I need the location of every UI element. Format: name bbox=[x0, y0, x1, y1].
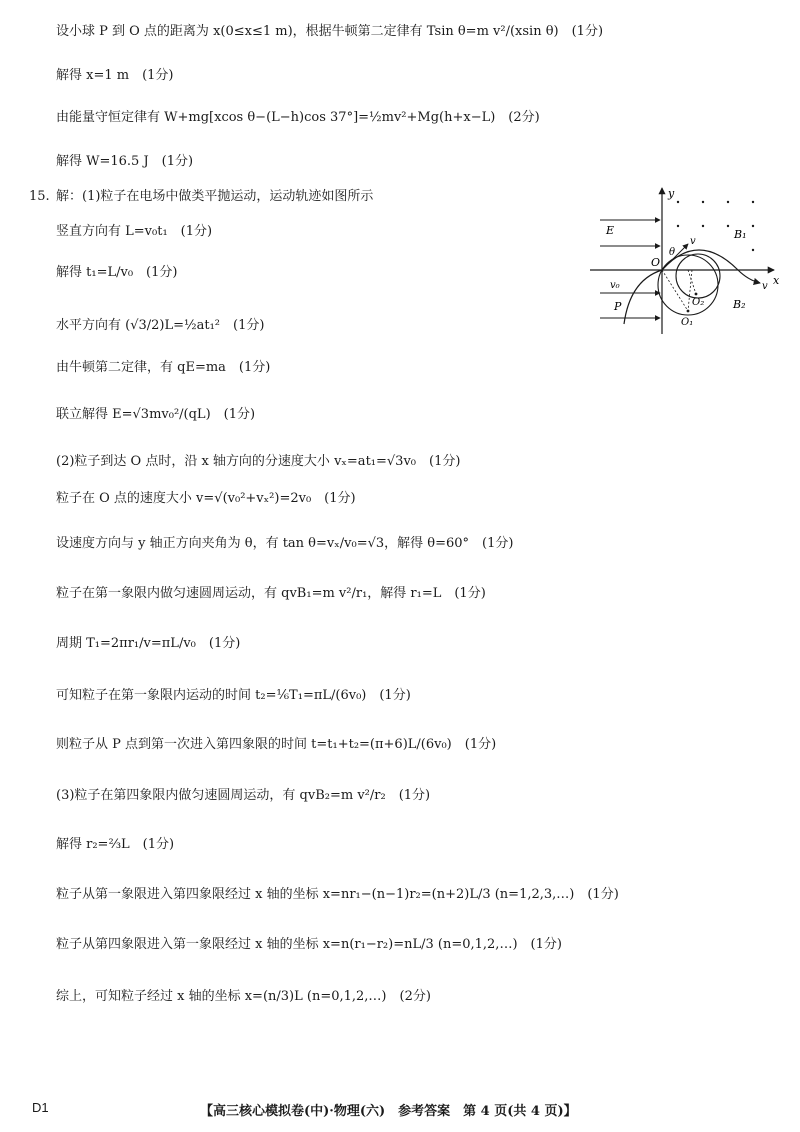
intro-line-4: 解得 W=16.5 J (1分) bbox=[56, 154, 194, 169]
solution-line-16: 粒子从第一象限进入第四象限经过 x 轴的坐标 x=nr₁−(n−1)r₂=(n+2)L/3 (n=1,2,3,…) (1分) bbox=[56, 887, 619, 902]
b1-field-dots bbox=[677, 201, 754, 251]
solution-line-3: 解得 t₁=L/v₀ (1分) bbox=[56, 265, 178, 280]
label-O1: O₁ bbox=[681, 317, 694, 328]
solution-line-17: 粒子从第四象限进入第一象限经过 x 轴的坐标 x=n(r₁−r₂)=nL/3 (n=0,1,2,…) (1分) bbox=[56, 937, 562, 952]
solution-line-13: 则粒子从 P 点到第一次进入第四象限的时间 t=t₁+t₂=(π+6)L/(6v₀) (1分) bbox=[56, 737, 497, 752]
solution-line-10: 粒子在第一象限内做匀速圆周运动，有 qvB₁=m v²/r₁，解得 r₁=L (1分) bbox=[56, 586, 486, 601]
footer-code: D1 bbox=[32, 1100, 49, 1115]
label-theta: θ bbox=[669, 247, 676, 258]
radius-dashed bbox=[688, 270, 696, 294]
solution-line-18: 综上，可知粒子经过 x 轴的坐标 x=(n/3)L (n=0,1,2,…) (2分) bbox=[56, 989, 431, 1004]
problem-number: 15. bbox=[29, 189, 50, 204]
solution-line-7: (2)粒子到达 O 点时，沿 x 轴方向的分速度大小 vₓ=at₁=√3v₀ (1分) bbox=[56, 454, 461, 469]
page-footer bbox=[0, 1100, 800, 1122]
solution-line-1: 解：(1)粒子在电场中做类平抛运动，运动轨迹如图所示 bbox=[56, 189, 374, 204]
intro-line-2: 解得 x=1 m (1分) bbox=[56, 68, 174, 83]
circle-r1 bbox=[658, 255, 718, 315]
solution-line-14: (3)粒子在第四象限内做匀速圆周运动，有 qvB₂=m v²/r₂ (1分) bbox=[56, 788, 431, 803]
center-O2 bbox=[695, 293, 698, 296]
x-axis-label: x bbox=[773, 274, 780, 287]
footer-title: 【高三核心模拟卷(中)·物理(六) 参考答案 第 4 页(共 4 页)】 bbox=[200, 1104, 577, 1119]
solution-line-11: 周期 T₁=2πr₁/v=πL/v₀ (1分) bbox=[56, 636, 241, 651]
label-v: v bbox=[690, 236, 696, 247]
solution-line-4: 水平方向有 (√3/2)L=½at₁² (1分) bbox=[56, 318, 265, 333]
circle-r2 bbox=[676, 254, 720, 298]
intro-line-3: 由能量守恒定律有 W+mg[xcos θ−(L−h)cos 37°]=½mv²+Mg(h+x−L) (2分) bbox=[56, 110, 540, 125]
solution-line-8: 粒子在 O 点的速度大小 v=√(v₀²+vₓ²)=2v₀ (1分) bbox=[56, 491, 356, 506]
solution-line-2: 竖直方向有 L=v₀t₁ (1分) bbox=[56, 224, 213, 239]
trajectory-figure bbox=[588, 184, 783, 336]
label-v-end: v bbox=[762, 281, 768, 292]
intro-line-1: 设小球 P 到 O 点的距离为 x(0≤x≤1 m)，根据牛顿第二定律有 Tsin θ=m v²/(xsin θ) (1分) bbox=[56, 24, 604, 39]
field-label-B1: B₁ bbox=[734, 228, 747, 241]
label-v0: v₀ bbox=[610, 280, 620, 291]
solution-line-5: 由牛顿第二定律，有 qE=ma (1分) bbox=[56, 360, 271, 375]
parabola-trajectory bbox=[624, 270, 662, 324]
solution-line-6: 联立解得 E=√3mv₀²/(qL) (1分) bbox=[56, 407, 256, 422]
solution-line-15: 解得 r₂=⅔L (1分) bbox=[56, 837, 175, 852]
y-axis-label: y bbox=[668, 187, 675, 200]
solution-line-9: 设速度方向与 y 轴正方向夹角为 θ，有 tan θ=vₓ/v₀=√3，解得 θ=60° (1分) bbox=[56, 536, 514, 551]
label-P: P bbox=[614, 300, 622, 313]
field-label-B2: B₂ bbox=[733, 298, 746, 311]
center-O1 bbox=[687, 310, 690, 313]
label-O2: O₂ bbox=[692, 297, 705, 308]
label-O: O bbox=[651, 256, 661, 269]
field-label-E: E bbox=[606, 224, 615, 237]
solution-line-12: 可知粒子在第一象限内运动的时间 t₂=⅙T₁=πL/(6v₀) (1分) bbox=[56, 688, 411, 703]
